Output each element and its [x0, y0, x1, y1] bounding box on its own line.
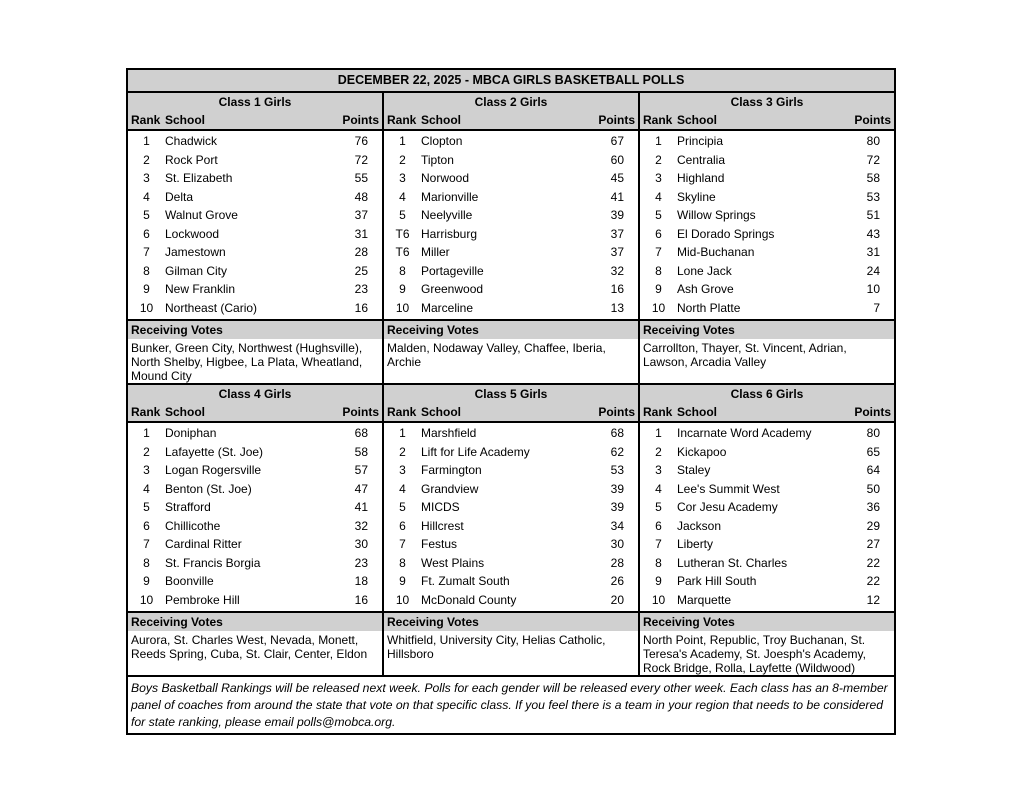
table-row — [640, 572, 894, 591]
rank-cell: 2 — [399, 152, 406, 167]
rank-cell: 2 — [143, 152, 150, 167]
points-cell: 10 — [866, 282, 880, 296]
school-cell: Centralia — [677, 152, 726, 167]
rank-cell: 7 — [143, 245, 150, 259]
ranking-list — [384, 423, 638, 609]
points-cell: 60 — [610, 152, 624, 167]
class-panel-2 — [384, 93, 640, 383]
rank-cell: 1 — [655, 134, 662, 148]
school-cell: Park Hill South — [677, 574, 757, 588]
rank-cell: 1 — [655, 426, 662, 440]
table-row — [128, 498, 382, 517]
table-row — [384, 225, 638, 244]
school-cell: Skyline — [677, 189, 716, 204]
table-row — [128, 461, 382, 480]
column-header — [384, 403, 638, 423]
table-row — [384, 535, 638, 554]
rank-cell: 9 — [399, 574, 406, 588]
school-cell: North Platte — [677, 300, 741, 315]
table-row — [384, 498, 638, 517]
poll-band-top — [128, 93, 894, 385]
school-cell: St. Elizabeth — [165, 171, 233, 185]
rank-cell: 4 — [143, 189, 150, 204]
rank-cell: T6 — [395, 226, 410, 241]
class-title: Class 1 Girls — [128, 93, 382, 111]
school-cell: Marceline — [421, 300, 474, 315]
table-row — [128, 169, 382, 188]
school-header: School — [165, 113, 206, 127]
points-cell: 39 — [610, 500, 624, 514]
rank-cell: 1 — [143, 134, 150, 148]
table-row — [640, 169, 894, 188]
points-cell: 68 — [610, 426, 624, 440]
table-row — [384, 206, 638, 225]
school-cell: Tipton — [421, 152, 454, 167]
rank-cell: 1 — [143, 426, 150, 440]
poll-title: DECEMBER 22, 2025 - MBCA GIRLS BASKETBALL POLLS — [128, 70, 894, 93]
points-cell: 53 — [610, 463, 624, 477]
table-row — [128, 480, 382, 499]
rank-header: Rank — [387, 113, 417, 127]
poll-sheet — [126, 68, 896, 735]
school-cell: Doniphan — [165, 426, 217, 440]
table-row — [128, 535, 382, 554]
points-cell: 24 — [866, 263, 880, 278]
receiving-votes-text: Carrollton, Thayer, St. Vincent, Adrian, Lawson, Arcadia Valley — [643, 341, 847, 369]
points-header: Points — [342, 405, 379, 419]
class-panel-3 — [640, 93, 894, 383]
school-cell: Chadwick — [165, 134, 218, 148]
receiving-votes-header: Receiving Votes — [384, 319, 638, 339]
table-row — [384, 243, 638, 262]
points-cell: 76 — [354, 134, 368, 148]
points-header: Points — [342, 113, 379, 127]
rank-cell: 3 — [143, 463, 150, 477]
rank-header: Rank — [643, 405, 673, 419]
receiving-votes-header: Receiving Votes — [128, 319, 382, 339]
table-row — [640, 225, 894, 244]
class-title: Class 2 Girls — [384, 93, 638, 111]
rank-cell: 4 — [399, 481, 406, 496]
rank-cell: 9 — [655, 282, 662, 296]
rank-cell: 8 — [655, 555, 662, 570]
school-cell: Lift for Life Academy — [421, 444, 530, 459]
ranking-list — [128, 423, 382, 609]
points-cell: 36 — [866, 500, 880, 514]
points-cell: 65 — [866, 444, 880, 459]
table-row — [640, 262, 894, 281]
rank-cell: 6 — [143, 518, 150, 533]
rank-cell: T6 — [395, 245, 410, 259]
school-cell: El Dorado Springs — [677, 226, 775, 241]
school-cell: Principia — [677, 134, 724, 148]
school-cell: Boonville — [165, 574, 214, 588]
rank-cell: 1 — [399, 426, 406, 440]
school-header: School — [677, 405, 718, 419]
table-row — [640, 424, 894, 443]
table-row — [640, 591, 894, 610]
table-row — [384, 262, 638, 281]
table-row — [384, 299, 638, 318]
points-cell: 30 — [610, 537, 624, 551]
points-cell: 67 — [610, 134, 624, 148]
rank-cell: 4 — [655, 481, 662, 496]
class-panel-6 — [640, 385, 894, 675]
school-cell: Marquette — [677, 592, 732, 607]
table-row — [640, 206, 894, 225]
points-cell: 58 — [354, 444, 368, 459]
class-panel-5 — [384, 385, 640, 675]
rank-header: Rank — [131, 405, 161, 419]
points-header: Points — [598, 113, 635, 127]
ranking-list — [640, 131, 894, 317]
points-cell: 28 — [610, 555, 624, 570]
points-cell: 20 — [610, 592, 624, 607]
school-cell: Ft. Zumalt South — [421, 574, 510, 588]
points-cell: 72 — [354, 152, 368, 167]
points-cell: 25 — [354, 263, 368, 278]
school-cell: Lutheran St. Charles — [677, 555, 788, 570]
rank-cell: 5 — [143, 500, 150, 514]
rank-cell: 5 — [399, 500, 406, 514]
points-cell: 12 — [866, 592, 880, 607]
table-row — [128, 591, 382, 610]
points-header: Points — [854, 113, 891, 127]
points-cell: 62 — [610, 444, 624, 459]
table-row — [640, 299, 894, 318]
school-cell: Rock Port — [165, 152, 218, 167]
school-header: School — [677, 113, 718, 127]
points-header: Points — [854, 405, 891, 419]
column-header — [128, 403, 382, 423]
points-cell: 43 — [866, 226, 880, 241]
school-cell: Miller — [421, 245, 450, 259]
rank-cell: 2 — [399, 444, 406, 459]
points-cell: 57 — [354, 463, 368, 477]
school-cell: Liberty — [677, 537, 714, 551]
points-cell: 34 — [610, 518, 624, 533]
points-cell: 53 — [866, 189, 880, 204]
school-cell: Kickapoo — [677, 444, 727, 459]
rank-cell: 5 — [655, 208, 662, 222]
school-cell: Cor Jesu Academy — [677, 500, 778, 514]
class-title: Class 4 Girls — [128, 385, 382, 403]
rank-cell: 3 — [399, 171, 406, 185]
rank-cell: 6 — [655, 226, 662, 241]
school-cell: Marshfield — [421, 426, 477, 440]
table-row — [128, 132, 382, 151]
school-cell: Jamestown — [165, 245, 226, 259]
table-row — [384, 443, 638, 462]
points-cell: 26 — [610, 574, 624, 588]
rank-header: Rank — [643, 113, 673, 127]
points-cell: 39 — [610, 481, 624, 496]
rank-cell: 4 — [399, 189, 406, 204]
school-header: School — [421, 405, 462, 419]
points-cell: 28 — [354, 245, 368, 259]
points-cell: 32 — [354, 518, 368, 533]
points-cell: 80 — [866, 134, 880, 148]
table-row — [128, 554, 382, 573]
school-cell: Northeast (Cario) — [165, 300, 258, 315]
rank-cell: 3 — [399, 463, 406, 477]
table-row — [128, 443, 382, 462]
table-row — [640, 243, 894, 262]
table-row — [384, 517, 638, 536]
rank-cell: 1 — [399, 134, 406, 148]
column-header — [640, 403, 894, 423]
table-row — [384, 554, 638, 573]
table-row — [640, 535, 894, 554]
school-cell: Benton (St. Joe) — [165, 481, 252, 496]
points-cell: 50 — [866, 481, 880, 496]
school-cell: West Plains — [421, 555, 485, 570]
school-cell: Ash Grove — [677, 282, 734, 296]
school-cell: Neelyville — [421, 208, 473, 222]
class-title: Class 6 Girls — [640, 385, 894, 403]
school-cell: Cardinal Ritter — [165, 537, 242, 551]
table-row — [128, 572, 382, 591]
rank-cell: 2 — [655, 152, 662, 167]
rank-cell: 10 — [395, 300, 410, 315]
rank-cell: 5 — [143, 208, 150, 222]
school-cell: Farmington — [421, 463, 482, 477]
school-cell: Logan Rogersville — [165, 463, 262, 477]
table-row — [128, 225, 382, 244]
rank-cell: 10 — [651, 592, 666, 607]
school-cell: Lafayette (St. Joe) — [165, 444, 264, 459]
points-cell: 47 — [354, 481, 368, 496]
column-header — [128, 111, 382, 131]
rank-cell: 7 — [399, 537, 406, 551]
points-cell: 80 — [866, 426, 880, 440]
school-cell: Walnut Grove — [165, 208, 238, 222]
rank-cell: 2 — [143, 444, 150, 459]
receiving-votes-header: Receiving Votes — [640, 611, 894, 631]
school-header: School — [421, 113, 462, 127]
table-row — [640, 498, 894, 517]
school-cell: Staley — [677, 463, 711, 477]
school-cell: Incarnate Word Academy — [677, 426, 812, 440]
receiving-votes-header: Receiving Votes — [640, 319, 894, 339]
school-cell: McDonald County — [421, 592, 517, 607]
points-cell: 23 — [354, 555, 368, 570]
points-cell: 32 — [610, 263, 624, 278]
points-cell: 39 — [610, 208, 624, 222]
table-row — [384, 480, 638, 499]
points-cell: 68 — [354, 426, 368, 440]
receiving-votes-text: North Point, Republic, Troy Buchanan, St. Teresa's Academy, St. Joesph's Academy, Rock Bridge, Rolla, Layfette (Wildwood) — [643, 633, 866, 675]
school-cell: Jackson — [677, 518, 722, 533]
rank-cell: 3 — [143, 171, 150, 185]
rank-cell: 3 — [655, 171, 662, 185]
school-cell: Highland — [677, 171, 725, 185]
school-cell: Portageville — [421, 263, 484, 278]
column-header — [640, 111, 894, 131]
points-cell: 41 — [610, 189, 624, 204]
rank-cell: 8 — [143, 263, 150, 278]
table-row — [640, 461, 894, 480]
school-cell: Hillcrest — [421, 518, 464, 533]
table-row — [384, 188, 638, 207]
rank-cell: 6 — [143, 226, 150, 241]
footer-note: Boys Basketball Rankings will be released next week. Polls for each gender will be released every other week. Each class has an 8-member panel of coaches from around the state that vote on that specific class. If you feel there is a team in your region that needs to be considered for state ranking, please email polls@mobca.org. — [131, 681, 888, 729]
points-cell: 72 — [866, 152, 880, 167]
points-cell: 51 — [866, 208, 880, 222]
class-title: Class 5 Girls — [384, 385, 638, 403]
rank-header: Rank — [387, 405, 417, 419]
table-row — [640, 443, 894, 462]
rank-cell: 7 — [143, 537, 150, 551]
ranking-list — [384, 131, 638, 317]
table-row — [128, 206, 382, 225]
table-row — [640, 132, 894, 151]
school-cell: Marionville — [421, 189, 479, 204]
points-cell: 7 — [873, 300, 880, 315]
school-header: School — [165, 405, 206, 419]
table-row — [128, 280, 382, 299]
school-cell: Lockwood — [165, 226, 220, 241]
rank-cell: 4 — [655, 189, 662, 204]
rank-header: Rank — [131, 113, 161, 127]
rank-cell: 10 — [395, 592, 410, 607]
points-cell: 48 — [354, 189, 368, 204]
table-row — [640, 554, 894, 573]
school-cell: Lone Jack — [677, 263, 732, 278]
rank-cell: 8 — [655, 263, 662, 278]
rank-cell: 10 — [139, 592, 154, 607]
school-cell: Lee's Summit West — [677, 481, 780, 496]
table-row — [128, 299, 382, 318]
school-cell: MICDS — [421, 500, 460, 514]
points-cell: 55 — [354, 171, 368, 185]
school-cell: St. Francis Borgia — [165, 555, 261, 570]
table-row — [640, 280, 894, 299]
points-cell: 23 — [354, 282, 368, 296]
school-cell: Norwood — [421, 171, 470, 185]
school-cell: Greenwood — [421, 282, 484, 296]
table-row — [384, 151, 638, 170]
column-header — [384, 111, 638, 131]
points-cell: 31 — [354, 226, 368, 241]
receiving-votes-text: Bunker, Green City, Northwest (Hughsville), North Shelby, Higbee, La Plata, Wheatland, Mound City — [131, 341, 363, 383]
receiving-votes-text: Aurora, St. Charles West, Nevada, Monett, Reeds Spring, Cuba, St. Clair, Center, Eldon — [131, 633, 368, 661]
school-cell: Mid-Buchanan — [677, 245, 755, 259]
poll-band-bottom — [128, 385, 894, 677]
school-cell: Chillicothe — [165, 518, 221, 533]
rank-cell: 4 — [143, 481, 150, 496]
school-cell: Harrisburg — [421, 226, 478, 241]
receiving-votes-text: Malden, Nodaway Valley, Chaffee, Iberia, Archie — [387, 341, 606, 369]
class-title: Class 3 Girls — [640, 93, 894, 111]
table-row — [128, 424, 382, 443]
points-cell: 37 — [354, 208, 368, 222]
table-row — [384, 424, 638, 443]
table-row — [128, 151, 382, 170]
rank-cell: 3 — [655, 463, 662, 477]
rank-cell: 2 — [655, 444, 662, 459]
receiving-votes-header: Receiving Votes — [128, 611, 382, 631]
table-row — [640, 517, 894, 536]
table-row — [128, 262, 382, 281]
table-row — [640, 480, 894, 499]
table-row — [640, 188, 894, 207]
table-row — [640, 151, 894, 170]
table-row — [384, 461, 638, 480]
points-cell: 37 — [610, 245, 624, 259]
rank-cell: 9 — [143, 574, 150, 588]
ranking-list — [128, 131, 382, 317]
points-cell: 41 — [354, 500, 368, 514]
points-cell: 31 — [866, 245, 880, 259]
ranking-list — [640, 423, 894, 609]
points-header: Points — [598, 405, 635, 419]
rank-cell: 8 — [143, 555, 150, 570]
rank-cell: 7 — [655, 245, 662, 259]
rank-cell: 6 — [399, 518, 406, 533]
school-cell: Clopton — [421, 134, 463, 148]
rank-cell: 8 — [399, 555, 406, 570]
receiving-votes-header: Receiving Votes — [384, 611, 638, 631]
points-cell: 64 — [866, 463, 880, 477]
table-row — [384, 572, 638, 591]
school-cell: Festus — [421, 537, 458, 551]
points-cell: 13 — [610, 300, 624, 315]
points-cell: 16 — [610, 282, 624, 296]
rank-cell: 10 — [139, 300, 154, 315]
table-row — [128, 243, 382, 262]
points-cell: 16 — [354, 592, 368, 607]
class-panel-1 — [128, 93, 384, 383]
school-cell: Gilman City — [165, 263, 228, 278]
points-cell: 18 — [354, 574, 368, 588]
points-cell: 22 — [866, 574, 880, 588]
rank-cell: 5 — [655, 500, 662, 514]
points-cell: 58 — [866, 171, 880, 185]
points-cell: 22 — [866, 555, 880, 570]
school-cell: Willow Springs — [677, 208, 756, 222]
rank-cell: 9 — [399, 282, 406, 296]
school-cell: Strafford — [165, 500, 211, 514]
table-row — [384, 169, 638, 188]
points-cell: 37 — [610, 226, 624, 241]
rank-cell: 10 — [651, 300, 666, 315]
points-cell: 29 — [866, 518, 880, 533]
rank-cell: 9 — [143, 282, 150, 296]
receiving-votes-text: Whitfield, University City, Helias Catholic, Hillsboro — [387, 633, 606, 661]
points-cell: 27 — [866, 537, 880, 551]
school-cell: Pembroke Hill — [165, 592, 240, 607]
rank-cell: 5 — [399, 208, 406, 222]
class-panel-4 — [128, 385, 384, 675]
table-row — [384, 132, 638, 151]
table-row — [384, 280, 638, 299]
table-row — [128, 188, 382, 207]
table-row — [128, 517, 382, 536]
table-row — [384, 591, 638, 610]
rank-cell: 9 — [655, 574, 662, 588]
rank-cell: 6 — [655, 518, 662, 533]
rank-cell: 8 — [399, 263, 406, 278]
school-cell: Grandview — [421, 481, 479, 496]
points-cell: 30 — [354, 537, 368, 551]
school-cell: New Franklin — [165, 282, 236, 296]
points-cell: 16 — [354, 300, 368, 315]
school-cell: Delta — [165, 189, 194, 204]
rank-cell: 7 — [655, 537, 662, 551]
points-cell: 45 — [610, 171, 624, 185]
